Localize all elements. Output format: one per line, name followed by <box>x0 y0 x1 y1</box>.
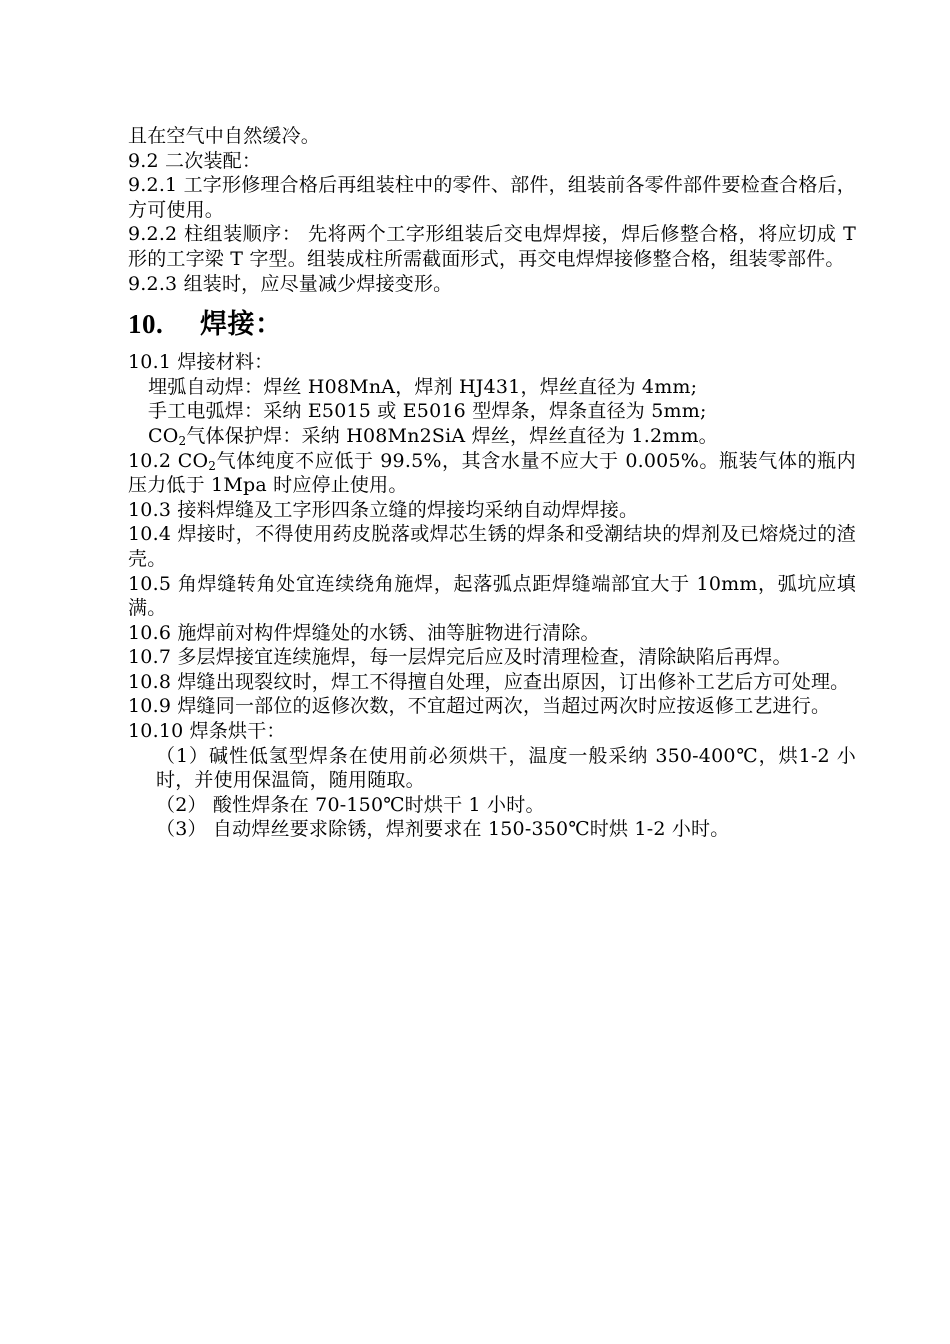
section-9-2-2: 9.2.2 柱组装顺序： 先将两个工字形组装后交电焊焊接，焊后修整合格，将应切成 T 形的工字梁 T 字型。组装成柱所需截面形式，再交电焊焊接修整合格，组装零部件。 <box>128 223 856 270</box>
section-10-4: 10.4 焊接时，不得使用药皮脱落或焊芯生锈的焊条和受潮结块的焊剂及已熔烧过的渣壳。 <box>128 523 856 570</box>
text-line-continuation: 且在空气中自然缓冷。 <box>128 125 321 147</box>
drying-item-2: （2） 酸性焊条在 70-150℃时烘干 1 小时。 <box>156 793 545 816</box>
section-10-8: 10.8 焊缝出现裂纹时，焊工不得擅自处理，应查出原因，订出修补工艺后方可处理。 <box>128 670 850 693</box>
document-page <box>128 124 856 842</box>
section-9-2-3: 9.2.3 组装时，应尽量减少焊接变形。 <box>128 272 453 295</box>
section-10-1: 10.1 焊接材料： <box>128 351 274 374</box>
section-10-2 <box>128 449 856 498</box>
section-10-5: 10.5 角焊缝转角处宜连续绕角施焊，起落弧点距焊缝端部宜大于 10mm，弧坑应填满。 <box>128 572 856 620</box>
drying-item-3: （3） 自动焊丝要求除锈，焊剂要求在 150-350℃时烘 1-2 小时。 <box>156 818 730 841</box>
section-10-heading <box>128 306 856 342</box>
section-10-10: 10.10 焊条烘干： <box>128 720 286 743</box>
section-9-2-1: 9.2.1 工字形修理合格后再组装柱中的零件、部件，组装前各零件部件要检查合格后，方可使用。 <box>128 174 856 221</box>
co2-text: 气体保护焊：采纳 H08Mn2SiA 焊丝，焊丝直径为 1.2mm。 <box>186 424 718 447</box>
material-co2 <box>128 424 856 449</box>
heading-number: 10. <box>128 309 164 340</box>
material-saw: 埋弧自动焊：焊丝 H08MnA，焊剂 HJ431，焊丝直径为 4mm; <box>148 375 698 398</box>
co2-subscript: 2 <box>178 433 187 448</box>
s10-2-text: 气体纯度不应低于 99.5%，其含水量不应大于 0.005%。瓶装气体的瓶内压力低于 1Mpa 时应停止使用。 <box>128 449 856 497</box>
drying-item-1: （1）碱性低氢型焊条在使用前必须烘干，温度一般采纳 350-400℃，烘1-2 小时，并使用保温筒，随用随取。 <box>156 744 856 792</box>
section-10-6: 10.6 施焊前对构件焊缝处的水锈、油等脏物进行清除。 <box>128 621 600 644</box>
section-10-3: 10.3 接料焊缝及工字形四条立缝的焊接均采纳自动焊焊接。 <box>128 498 639 521</box>
s10-2-subscript: 2 <box>208 458 217 473</box>
s10-2-prefix: 10.2 CO <box>128 449 209 472</box>
heading-title: 焊接： <box>200 309 283 340</box>
section-10-7: 10.7 多层焊接宜连续施焊，每一层焊完后应及时清理检查，清除缺陷后再焊。 <box>128 646 792 669</box>
section-9-2-title: 9.2 二次装配： <box>128 149 262 172</box>
co2-prefix: CO <box>148 424 179 447</box>
material-smaw: 手工电弧焊：采纳 E5015 或 E5016 型焊条，焊条直径为 5mm; <box>148 400 707 423</box>
section-10-9: 10.9 焊缝同一部位的返修次数，不宜超过两次，当超过两次时应按返修工艺进行。 <box>128 695 831 718</box>
